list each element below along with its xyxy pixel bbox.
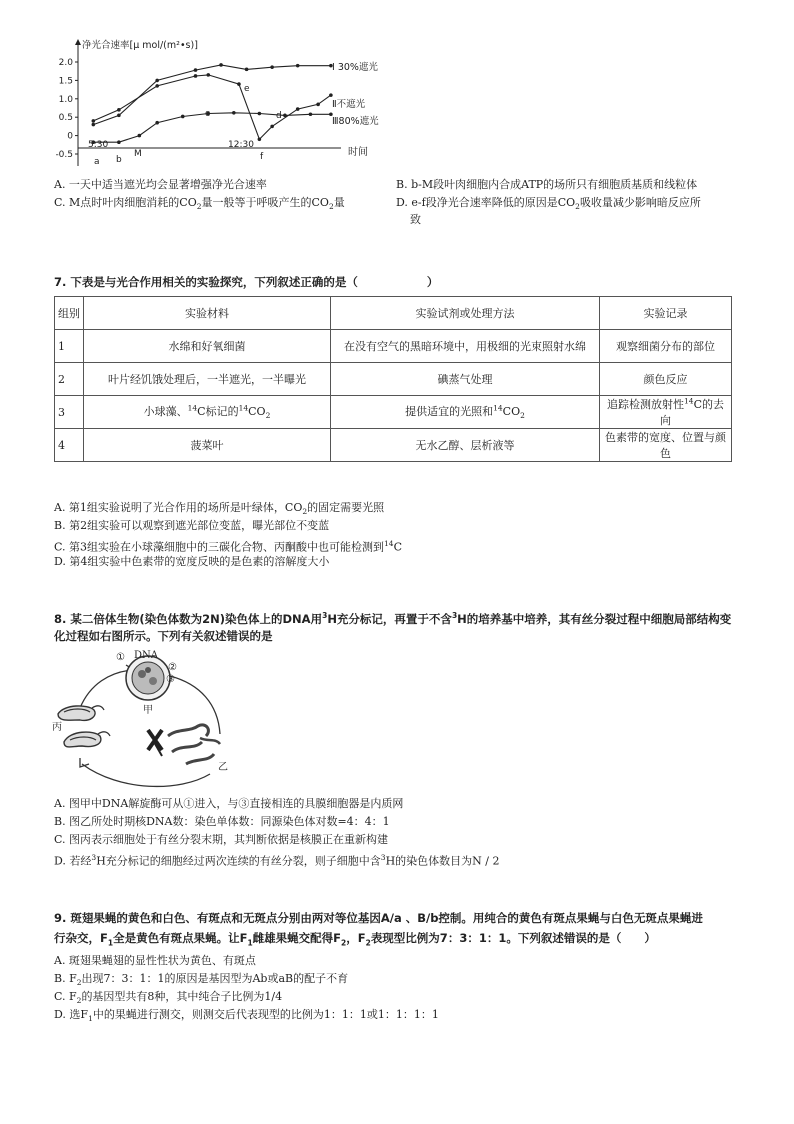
q6-option-d-cont: 致 — [410, 213, 421, 226]
data-point — [155, 121, 159, 125]
legend-series-1: Ⅰ 30%遮光 — [332, 62, 378, 73]
data-point — [194, 68, 198, 72]
y-tick-label: 2.0 — [58, 58, 73, 68]
table-row — [55, 396, 732, 429]
q7-option-d[interactable]: D. 第4组实验中色素带的宽度反映的是色素的溶解度大小 — [54, 555, 330, 568]
table-cell: 无水乙醇、层析液等 — [331, 429, 600, 462]
label-bing: 丙 — [52, 722, 62, 733]
table-cell: 菠菜叶 — [84, 429, 331, 462]
q9-stem-part: 行杂交，F — [54, 931, 108, 945]
table-cell: 色素带的宽度、位置与颜色 — [600, 429, 732, 462]
cell-part: C的去向 — [660, 398, 724, 427]
point-label-a: a — [94, 157, 100, 167]
q9-b-part2: 出现7：3：1：1的原因是基因型为Ab或aB的配子不育 — [81, 972, 349, 985]
q6-option-c[interactable] — [54, 195, 345, 215]
q9-stem-part: 雌雄果蝇交配得F — [252, 931, 342, 945]
q9-b-sub: 2 — [76, 978, 82, 988]
y-tick-label: 0.5 — [58, 113, 73, 124]
q9-sub: 1 — [247, 938, 253, 948]
q7-experiment-table — [54, 296, 732, 462]
q8-d-part3: H的染色体数目为N / 2 — [385, 854, 500, 868]
table-row — [55, 363, 732, 396]
cell-sup: 14 — [493, 403, 503, 413]
table-cell: 观察细菌分布的部位 — [600, 330, 732, 363]
q6-c-part1: C. M点时叶肉细胞消耗的CO — [54, 196, 197, 209]
data-point — [155, 84, 159, 88]
data-point — [117, 140, 121, 144]
q7-a-part1: A. 第1组实验说明了光合作用的场所是叶绿体，CO — [54, 501, 303, 514]
data-point — [258, 137, 262, 141]
data-point — [296, 107, 300, 111]
q6-option-a[interactable]: A. 一天中适当遮光均会显著增强净光合速率 — [54, 178, 267, 191]
q9-sub: 2 — [341, 938, 347, 948]
figure-svg — [50, 646, 260, 792]
table-cell: 叶片经饥饿处理后，一半遮光，一半曝光 — [84, 363, 331, 396]
label-jia: 甲 — [143, 705, 153, 716]
y-tick-label: -0.5 — [56, 150, 73, 160]
q8-sup: 3 — [322, 611, 328, 620]
data-point — [329, 93, 333, 97]
q9-stem-line1: 9. 斑翅果蝇的黄色和白色、有斑点和无斑点分别由两对等位基因A/a 、B/b控制。用纯合的黄色有斑点果蝇与白色无斑点果蝇进 — [54, 911, 703, 925]
q8-stem-part: H充分标记，再置于不含 — [327, 611, 452, 626]
data-point — [181, 115, 185, 119]
membrane-piece-3 — [186, 754, 214, 764]
x-tick-label-1: 5:30 — [88, 140, 109, 150]
q7-stem: 7. 下表是与光合作用相关的实验探究，下列叙述正确的是（ ） — [54, 275, 439, 289]
data-point — [296, 64, 300, 68]
q6-d-part1: D. e-f段净光合速率降低的原因是CO — [396, 196, 576, 209]
q8-d-part2: H充分标记的细胞经过两次连续的有丝分裂，则子细胞中含 — [96, 854, 381, 868]
legend-series-2: Ⅱ不遮光 — [332, 99, 366, 110]
label-circle-2: ② — [168, 662, 177, 673]
cycle-arrow-top-left — [80, 670, 132, 708]
q9-sub: 1 — [107, 938, 114, 948]
q6-option-b[interactable]: B. b-M段叶肉细胞内合成ATP的场所只有细胞质基质和线粒体 — [396, 178, 698, 191]
cell-part: CO — [248, 405, 266, 419]
q9-option-a[interactable]: A. 斑翅果蝇翅的显性性状为黄色、有斑点 — [54, 954, 256, 967]
data-point — [138, 134, 142, 138]
data-point — [283, 114, 287, 118]
label-circle-1: ① — [116, 652, 125, 663]
table-cell — [84, 396, 331, 429]
table-cell: 水绵和好氧细菌 — [84, 330, 331, 363]
nucleus-inner — [132, 662, 164, 694]
q8-option-c[interactable]: C. 图丙表示细胞处于有丝分裂末期，其判断依据是核膜正在重新构建 — [54, 833, 389, 846]
cell-sup: 14 — [238, 403, 249, 413]
data-point — [309, 112, 313, 116]
q8-stem-part: H的培养基中培养，其有丝分裂过程中细胞局部结构变 — [457, 611, 732, 626]
y-tick-label: 1.5 — [58, 76, 73, 87]
table-cell: 颜色反应 — [600, 363, 732, 396]
cell-part: 小球藻、 — [143, 405, 188, 419]
table-cell: 碘蒸气处理 — [331, 363, 600, 396]
series-line-2 — [93, 75, 331, 139]
x-axis-label: 时间 — [348, 147, 368, 158]
data-point — [117, 114, 121, 118]
q7-c-part2: C — [393, 540, 402, 554]
y-tick-label: 1.0 — [58, 94, 73, 105]
q8-d-sup: 3 — [91, 853, 97, 862]
table-cell: 4 — [55, 429, 84, 462]
q7-a-part2: 的固定需要光照 — [307, 501, 385, 514]
legend-series-3: Ⅲ80%遮光 — [332, 116, 379, 127]
q7-option-c[interactable] — [54, 536, 402, 556]
q8-option-a[interactable]: A. 图甲中DNA解旋酶可从①进入，与③直接相连的具膜细胞器是内质网 — [54, 797, 404, 810]
q9-d-part2: 中的果蝇进行测交，则测交后代表现型的比例为1：1：1或1：1：1：1 — [92, 1008, 439, 1021]
q7-c-sup: 14 — [384, 539, 394, 548]
q6-c-part2: 量一般等于呼吸产生的CO — [201, 196, 329, 209]
data-point — [92, 123, 96, 127]
cycle-arrow-bottom — [82, 764, 210, 786]
table-header-cell: 实验材料 — [84, 297, 331, 330]
table-cell — [600, 396, 732, 429]
q7-option-b[interactable]: B. 第2组实验可以观察到遮光部位变蓝，曝光部位不变蓝 — [54, 519, 330, 532]
table-header-cell: 组别 — [55, 297, 84, 330]
cell-division-figure — [50, 646, 260, 792]
table-row — [55, 330, 732, 363]
point-label-f: f — [260, 152, 264, 162]
cell-sub: 2 — [265, 411, 271, 421]
label-dna: DNA — [134, 650, 158, 661]
q9-c-part1: C. F — [54, 990, 77, 1003]
cycle-arrow-top-right — [170, 676, 220, 734]
data-point — [270, 65, 274, 69]
q9-sub: 2 — [365, 938, 371, 948]
y-axis-label: 净光合速率[μ mol/(m²•s)] — [82, 40, 198, 51]
q9-stem-part: 全是黄色有斑点果蝇。让F — [113, 931, 248, 945]
q8-option-b[interactable]: B. 图乙所处时期核DNA数：染色单体数：同源染色体对数=4：4：1 — [54, 815, 390, 828]
table-header-cell: 实验试剂或处理方法 — [331, 297, 600, 330]
cell-part: 追踪检测放射性 — [607, 398, 685, 411]
q6-c-sub1: 2 — [196, 202, 202, 212]
q6-c-sub2: 2 — [328, 202, 334, 212]
data-point — [245, 68, 249, 72]
membrane-piece-1 — [168, 725, 208, 736]
nuclear-fragment-1 — [58, 706, 95, 720]
q8-stem-part: 8. 某二倍体生物(染色体数为2N)染色体上的DNA用 — [54, 611, 323, 626]
q6-c-part3: 量 — [333, 196, 345, 209]
data-point — [92, 119, 96, 123]
data-point — [232, 111, 236, 115]
x-tick-label-2: 12:30 — [228, 140, 254, 150]
cell-sub: 2 — [520, 411, 525, 421]
q8-d-part1: D. 若经 — [54, 854, 92, 868]
q6-d-sub: 2 — [575, 202, 580, 212]
q8-d-sup: 3 — [380, 853, 386, 862]
table-cell: 2 — [55, 363, 84, 396]
series-line-1 — [93, 65, 331, 125]
table-cell: 1 — [55, 330, 84, 363]
point-label-e: e — [244, 84, 250, 94]
cell-part: 提供适宜的光照和 — [405, 405, 494, 419]
q8-option-d[interactable] — [54, 850, 500, 870]
label-yi: 乙 — [218, 762, 228, 773]
data-point — [270, 125, 274, 129]
q8-stem-line2: 化过程如右图所示。下列有关叙述错误的是 — [54, 629, 273, 643]
data-point — [258, 112, 262, 116]
table-cell: 3 — [55, 396, 84, 429]
point-label-M: M — [134, 149, 142, 159]
data-point — [219, 63, 223, 67]
table-header-row — [55, 297, 732, 330]
data-point — [117, 108, 121, 112]
cell-part: CO — [502, 405, 521, 419]
q9-stem-part: 表现型比例为7：3：1：1。下列叙述错误的是（ ） — [370, 931, 656, 945]
q9-stem-line2 — [54, 928, 656, 953]
photosynthesis-chart — [56, 34, 396, 170]
cell-sup: 14 — [187, 403, 198, 413]
q7-c-part1: C. 第3组实验在小球藻细胞中的三碳化合物、丙酮酸中也可能检测到 — [54, 540, 385, 554]
q8-sup: 3 — [451, 611, 458, 620]
data-point — [237, 82, 241, 86]
membrane-piece-2 — [172, 742, 202, 752]
data-point — [194, 74, 198, 78]
cell-part: C标记的 — [197, 405, 239, 419]
series-line-3 — [93, 113, 331, 142]
cell-sup: 14 — [684, 396, 694, 406]
chart-svg — [56, 34, 396, 170]
point-label-d: d — [276, 111, 282, 121]
label-circle-3: ③ — [166, 674, 175, 685]
q9-d-part1: D. 选F — [54, 1008, 89, 1021]
q6-d-part2: 吸收量减少影响暗反应所 — [579, 196, 701, 209]
q9-b-part1: B. F — [54, 972, 77, 985]
q9-option-d[interactable] — [54, 1007, 439, 1027]
q9-stem-part: ，F — [346, 931, 366, 945]
table-row — [55, 429, 732, 462]
y-tick-label: 0 — [67, 131, 73, 142]
q9-c-sub: 2 — [76, 996, 82, 1006]
table-cell — [331, 396, 600, 429]
table-header-cell: 实验记录 — [600, 297, 732, 330]
point-label-b: b — [116, 155, 122, 165]
q9-c-part2: 的基因型共有8种，其中纯合子比例为1/4 — [81, 990, 283, 1003]
q7-a-sub: 2 — [302, 507, 308, 517]
point-label-c: c — [205, 109, 210, 119]
data-point — [206, 73, 210, 77]
table-cell: 在没有空气的黑暗环境中，用极细的光束照射水绵 — [331, 330, 600, 363]
chromosome-x — [148, 730, 162, 750]
q9-d-sub: 1 — [88, 1014, 93, 1024]
data-point — [316, 103, 320, 107]
data-point — [155, 79, 159, 83]
q6-option-d[interactable] — [396, 195, 701, 215]
